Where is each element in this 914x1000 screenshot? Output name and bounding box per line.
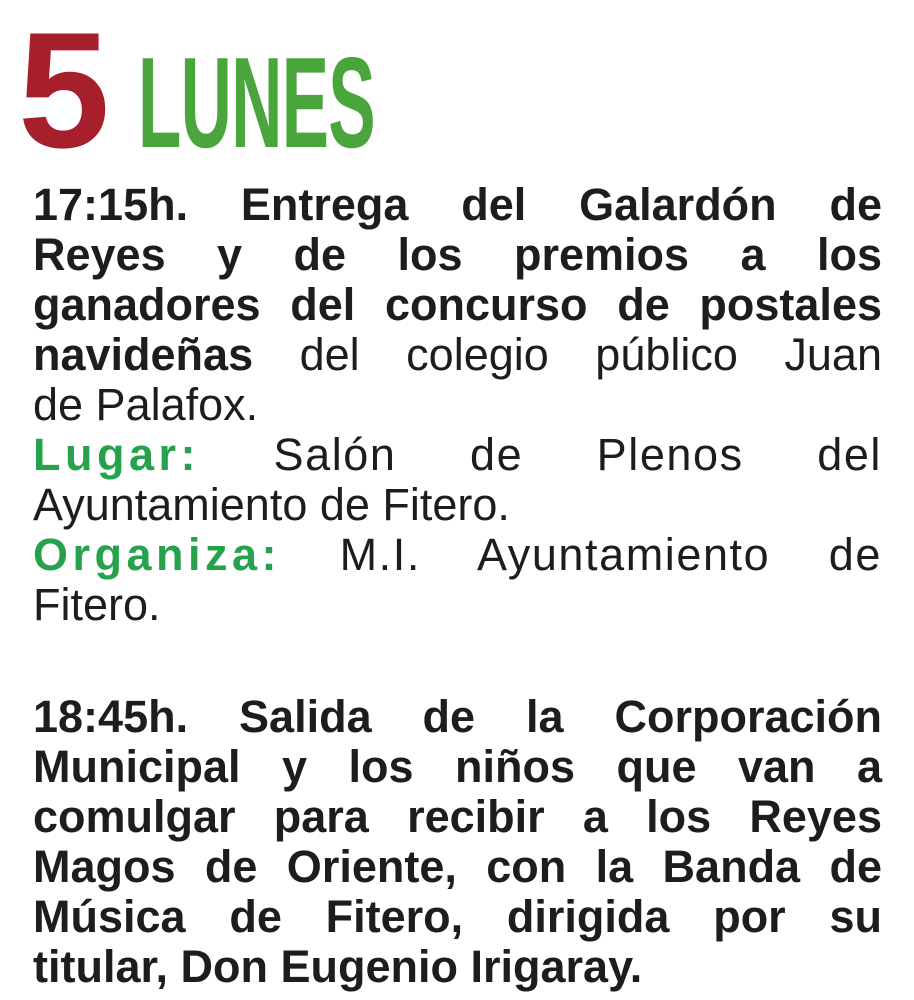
text-line [33, 842, 882, 892]
text-line [33, 380, 882, 430]
text-line [33, 480, 882, 530]
text-segment: comulgar para recibir a los Reyes [33, 791, 882, 842]
text-segment: del colegio público Juan [253, 329, 882, 380]
event-1715-lugar [33, 430, 882, 530]
day-header [18, 0, 882, 182]
text-line [33, 230, 882, 280]
text-line [33, 330, 882, 380]
text-segment: Ayuntamiento de Fitero. [33, 479, 510, 530]
text-segment: navideñas [33, 329, 254, 380]
field-label: Organiza: [33, 529, 282, 580]
text-line [33, 692, 882, 742]
text-line [33, 892, 882, 942]
text-segment: Música de Fitero, dirigida por su [33, 891, 882, 942]
event-1845-description [33, 692, 882, 992]
text-line [33, 742, 882, 792]
text-segment: Municipal y los niños que van a [33, 741, 882, 792]
event-1715-organiza [33, 530, 882, 630]
text-segment: Salón de Plenos del [200, 429, 882, 480]
text-line [33, 580, 882, 630]
text-line [33, 430, 882, 480]
event-1715-description [33, 180, 882, 430]
text-segment: M.I. Ayuntamiento de [281, 529, 882, 580]
text-segment: Magos de Oriente, con la Banda de [33, 841, 882, 892]
text-segment: titular, Don Eugenio Irigaray. [33, 941, 643, 992]
text-line [33, 280, 882, 330]
text-segment: 17:15h. Entrega del Galardón de [33, 179, 882, 230]
field-label: Lugar: [33, 429, 200, 480]
text-segment: Reyes y de los premios a los [33, 229, 882, 280]
text-line [33, 530, 882, 580]
text-segment: de Palafox. [33, 379, 259, 430]
text-line [33, 942, 882, 992]
day-number: 5 [18, 0, 110, 182]
text-line [33, 180, 882, 230]
text-segment: Fitero. [33, 579, 161, 630]
text-segment: ganadores del concurso de postales [33, 279, 882, 330]
events-text [33, 180, 882, 992]
text-line [33, 792, 882, 842]
day-name: LUNES [137, 31, 375, 175]
text-segment: 18:45h. Salida de la Corporación [33, 691, 882, 742]
